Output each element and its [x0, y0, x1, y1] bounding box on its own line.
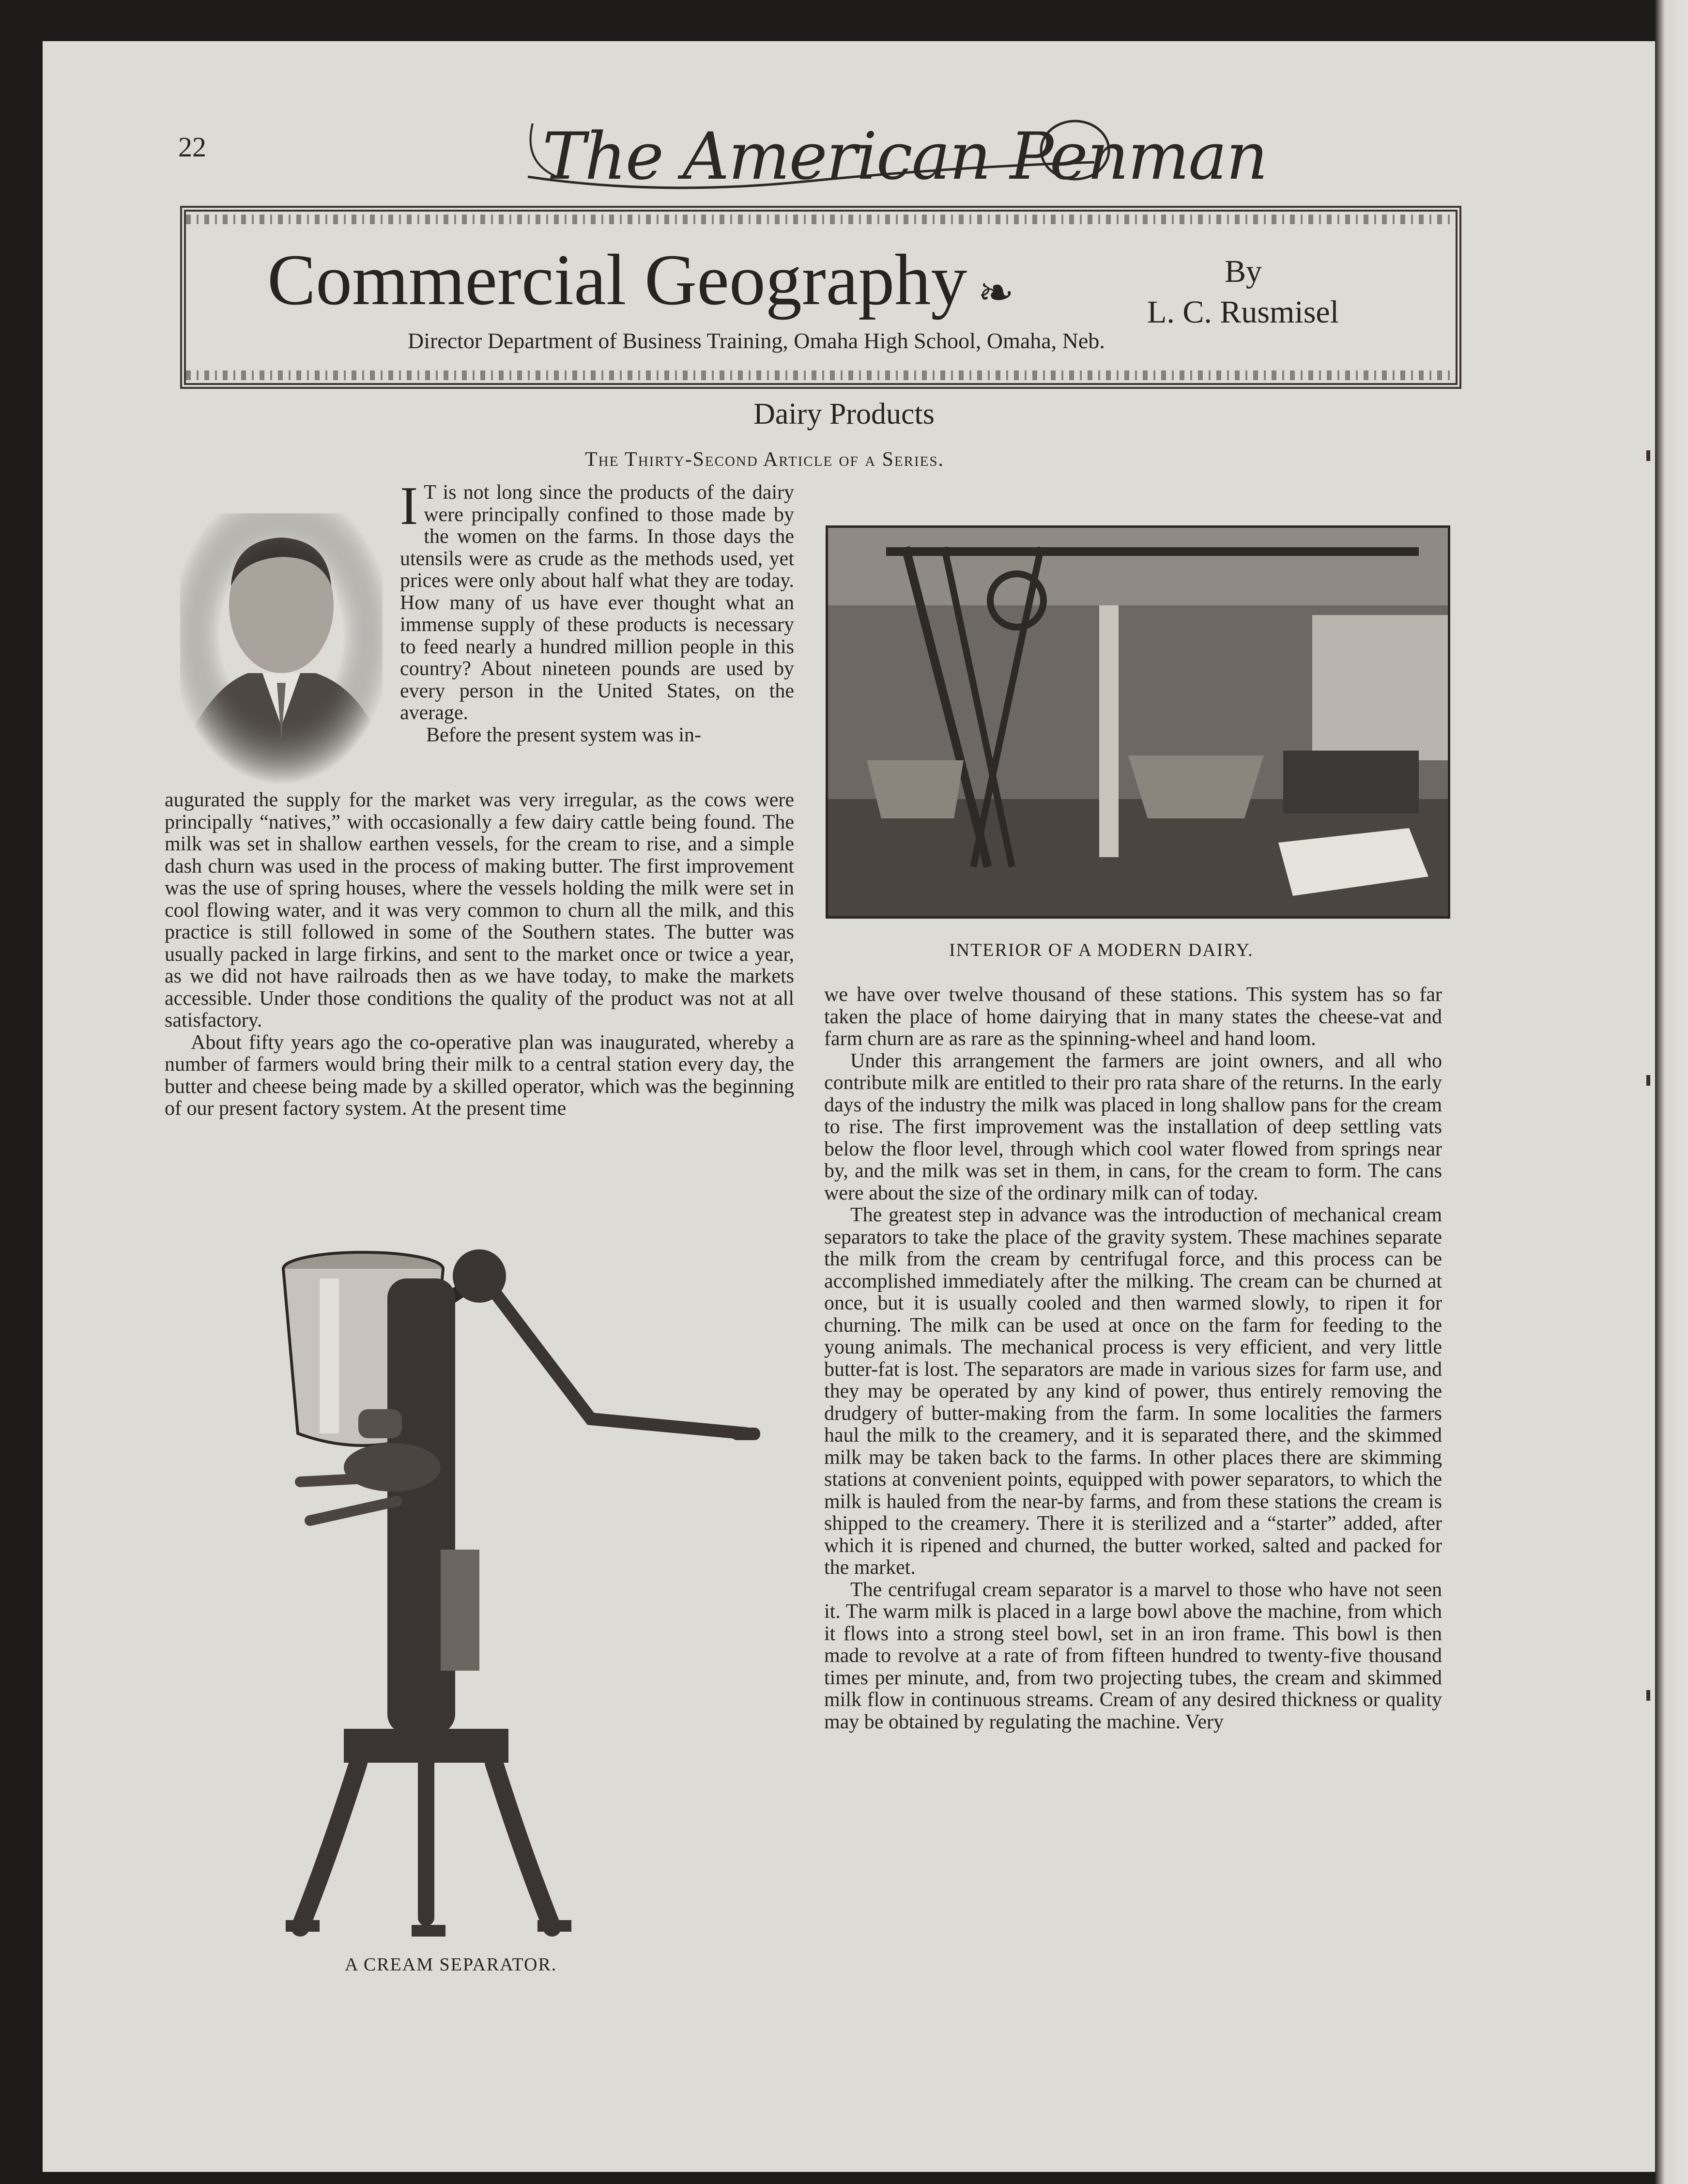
paragraph-text: T is not long since the products of the dairy were principally confined to those made by the women on the farms. In those days the utensils were as crude as the methods used, yet prices were only about half what they are today. How many of us have ever thought what an immense supply of these products is necessary to feed nearly a hundred million people in this country? About nineteen pounds are used by every person in the United States, on the average.: [400, 481, 794, 724]
author-name: L. C. Rusmisel: [1147, 294, 1339, 330]
edge-mark: [1646, 1690, 1650, 1701]
column-1-top: [400, 476, 794, 746]
header-box: [180, 206, 1461, 389]
paragraph: About fifty years ago the co-operative plan was inaugurated, whereby a number of farmers would bring their milk to a central station every day, the butter and cheese being made by a skilled operator, which was the beginning of our present factory system. At the present time: [165, 1031, 794, 1120]
masthead-text: The American Penman: [542, 119, 1267, 194]
paragraph: Under this arrangement the farmers are joint owners, and all who contribute milk are entitled to their pro rata share of the returns. In the early days of the industry the milk was placed in long shallow pans for the cream to rise. The first improvement was the installation of deep settling vats below the floor level, through which cool water flowed from springs near by, and the milk was set in them, in cans, for the cream to form. The cans were about the size of the ordinary milk can of today.: [824, 1049, 1442, 1204]
masthead-logo: [513, 104, 1267, 201]
edge-mark: [1646, 450, 1650, 461]
dairy-photo-caption: INTERIOR OF A MODERN DAIRY.: [949, 940, 1254, 960]
byline-by: By: [1225, 254, 1262, 289]
chain-border-bottom: [186, 370, 1456, 380]
leaf-ornament-icon: ❧: [978, 269, 1014, 317]
paragraph: [400, 476, 794, 724]
article-title: Dairy Products: [753, 398, 935, 431]
column-2: [824, 984, 1442, 1733]
paragraph: The centrifugal cream separator is a marvel to those who have not seen it. The warm milk is placed in a large bowl above the machine, from which it flows into a strong steel bowl, set in an iron frame. This bowl is then made to revolve at a rate of from fifteen hundred to twenty-five thousand times per minute, and, from two projecting tubes, the cream and skimmed milk flow in continuous streams. Cream of any desired thickness or quality may be obtained by regulating the machine. Very: [824, 1578, 1442, 1733]
paragraph: The greatest step in advance was the introduction of mechanical cream separators to take the place of the gravity system. These machines separate the milk from the cream by centrifugal force, and this process can be accomplished immediately after the milking. The cream can be churned at once, but it is usually cooled and then warmed slowly, to ripen it for churning. The milk can be used at once on the farm for feeding to the young animals. The mechanical process is very efficient, and very little butter-fat is lost. The separators are made in various sizes for farm use, and they may be operated by any kind of power, thus entirely removing the drudgery of butter-making from the farm. In some localities the farmers haul the milk to the creamery, and it is separated there, and the skimmed milk may be taken back to the farms. In other places there are skimming stations at convenient points, equipped with power separators, to which the milk is hauled from the near-by farms, and from these stations the cream is shipped to the creamery. There it is sterilized and a “starter” added, after which it is ripened and churned, the butter worked, salted and packed for the market.: [824, 1204, 1442, 1579]
separator-caption: A CREAM SEPARATOR.: [345, 1954, 557, 1975]
series-line: The Thirty-Second Article of a Series.: [585, 448, 944, 471]
section-title: Commercial Geography: [267, 240, 967, 320]
cream-separator-illustration: [281, 1249, 770, 1942]
author-title: Director Department of Business Training, Omaha High School, Omaha, Neb.: [408, 328, 1105, 353]
facing-page-edge: [1655, 0, 1688, 2184]
chain-border-top: [186, 215, 1456, 224]
paragraph: augurated the supply for the market was very irregular, as the cows were principally “natives,” with occasionally a few dairy cattle being found. The milk was set in shallow earthen vessels, for the cream to rise, and a simple dash churn was used in the process of making butter. The first improvement was the use of spring houses, where the vessels holding the milk were set in cool flowing water, and it was very common to churn all the milk, and this practice is still followed in some of the Southern states. The butter was usually packed in large firkins, and sent to the market once or twice a year, as we did not have railroads then as we have today, to make the markets accessible. Under those conditions the quality of the product was not at all satisfactory.: [165, 789, 794, 1031]
author-portrait: [180, 513, 383, 784]
drop-cap: I: [400, 476, 418, 536]
page-number: 22: [178, 131, 206, 163]
paragraph: Before the present system was in-: [426, 723, 702, 746]
edge-mark: [1646, 1075, 1650, 1086]
column-1-bottom: [165, 789, 794, 1120]
paragraph: we have over twelve thousand of these stations. This system has so far taken the place of home dairying that in many states the cheese-vat and farm churn are as rare as the spinning-wheel and hand loom.: [824, 984, 1442, 1050]
dairy-interior-photo: [826, 525, 1450, 919]
